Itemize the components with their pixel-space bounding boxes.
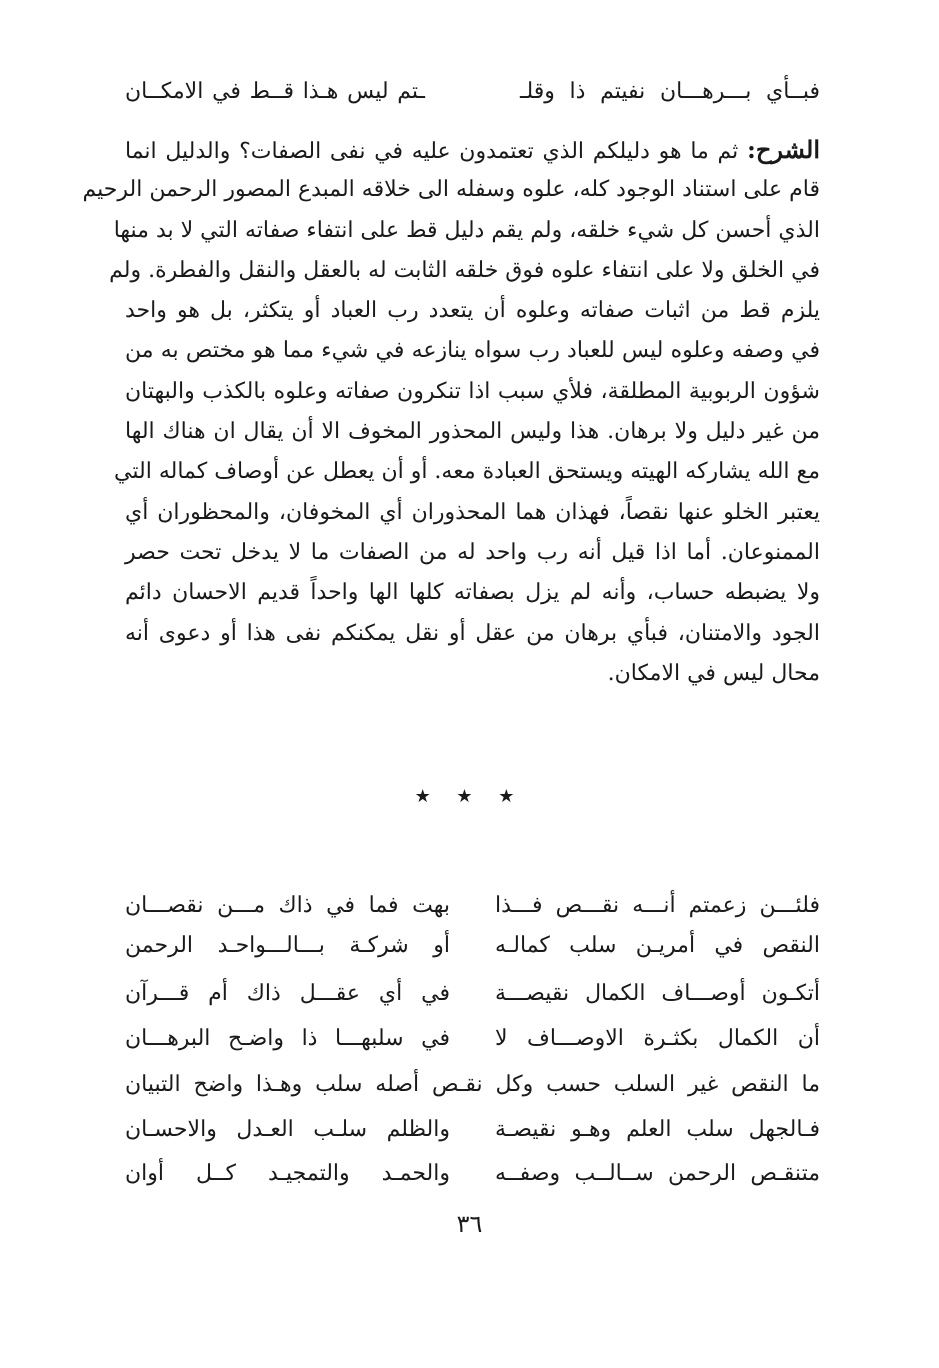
verse-second-hemistich: في أي عقـــل ذاك أم قـــرآن [125, 981, 450, 1006]
commentary-line: من غير دليل ولا برهان. هذا وليس المحذور المخوف الا أن يقال ان هناك الها [125, 419, 820, 445]
verse-row [125, 926, 820, 966]
commentary-line [125, 130, 820, 170]
verse-row [125, 1110, 820, 1150]
verse-second-hemistich: بهت فما في ذاك مـــن نقصـــان [125, 893, 450, 918]
verse-row [125, 1019, 820, 1059]
commentary-line: شؤون الربوبية المطلقة، فلأي سبب اذا تنكرون صفاته وعلوه بالكذب والبهتان [125, 378, 820, 404]
commentary-line: ولا يضبطه حساب، وأنه لم يزل بصفاته كلها الها واحداً قديم الاحسان دائم [125, 580, 820, 606]
top-verse [125, 72, 820, 112]
commentary-paragraph [82, 130, 820, 694]
verse-full-line: ما النقص غير السلب حسب وكل نقـص أصله سلب وهـذا واضح التبيان [125, 1072, 820, 1097]
commentary-line: الذي أحسن كل شيء خلقه، ولم يقم دليل قط على انتفاء صفاته التي لا بد منها [113, 217, 820, 243]
verse-first-hemistich: فـالجهل سلب العلم وهـو نقيصـة [495, 1117, 820, 1142]
commentary-line-text: ثم ما هو دليلكم الذي تعتمدون عليه في نفى الصفات؟ والدليل انما [125, 139, 748, 164]
top-verse-second-hemistich: ـتم ليس هـذا قــط في الامكــان [125, 79, 425, 104]
commentary-line: الجود والامتنان، فبأي برهان من عقل أو نقل يمكنكم نفى هذا أو دعوى أنه [125, 620, 820, 646]
verse-second-hemistich: أو شركـة بـــالـــواحـد الرحمن [125, 933, 450, 958]
verse-first-hemistich: النقص في أمريـن سلب كمالـه [495, 933, 820, 958]
verse-row [125, 974, 820, 1014]
verse-second-hemistich: والحمـد والتمجيـد كــل أوان [125, 1161, 450, 1186]
verse-first-hemistich: متنقـص الرحمن ســالــب وصفــه [495, 1161, 820, 1186]
commentary-line: الممنوعان. أما اذا قيل أنه رب واحد له من الصفات ما لا يدخل تحت حصر [125, 539, 820, 565]
verse-row [125, 1154, 820, 1194]
top-verse-first-hemistich: فبــأي بـــرهـــان نفيتم ذا وقلـ [520, 79, 820, 104]
commentary-line: في وصفه وعلوه ليس للعباد رب سواه ينازعه في شيء مما هو مختص به من [125, 338, 820, 364]
verse-second-hemistich: والظلم سلـب العـدل والاحسـان [125, 1117, 450, 1142]
page-number: ٣٦ [456, 1210, 483, 1238]
commentary-line: قام على استناد الوجود كله، علوه وسفله الى خلاقه المبدع المصور الرحمن الرحيم [82, 177, 820, 203]
verse-first-hemistich: أن الكمال بكثـرة الاوصـــاف لا [495, 1026, 820, 1051]
verse-row [125, 1065, 820, 1105]
commentary-line: في الخلق ولا على انتفاء علوه فوق خلقه الثابت له بالعقل والنقل والفطرة. ولم [109, 257, 820, 283]
commentary-line: يعتبر الخلو عنها نقصاً، فهذان هما المحذوران أي المخوفان، والمحظوران أي [125, 499, 820, 525]
commentary-line: مع الله يشاركه الهيته ويستحق العبادة معه. أو أن يعطل عن أوصاف كماله التي [114, 459, 820, 485]
commentary-line: محال ليس في الامكان. [607, 660, 820, 686]
commentary-label: الشرح: [747, 135, 820, 164]
star-separator: ★ ★ ★ [414, 786, 525, 807]
verse-first-hemistich: فلئـــن زعمتم أنـــه نقـــص فـــذا [495, 893, 820, 918]
verse-first-hemistich: أتكـون أوصـــاف الكمال نقيصـــة [495, 981, 820, 1006]
commentary-line: يلزم قط من اثبات صفاته وعلوه أن يتعدد رب العباد أو يتكثر، بل هو واحد [125, 298, 820, 324]
verse-second-hemistich: في سلبهـــا ذا واضـح البرهـــان [125, 1026, 450, 1051]
verse-row [125, 886, 820, 926]
